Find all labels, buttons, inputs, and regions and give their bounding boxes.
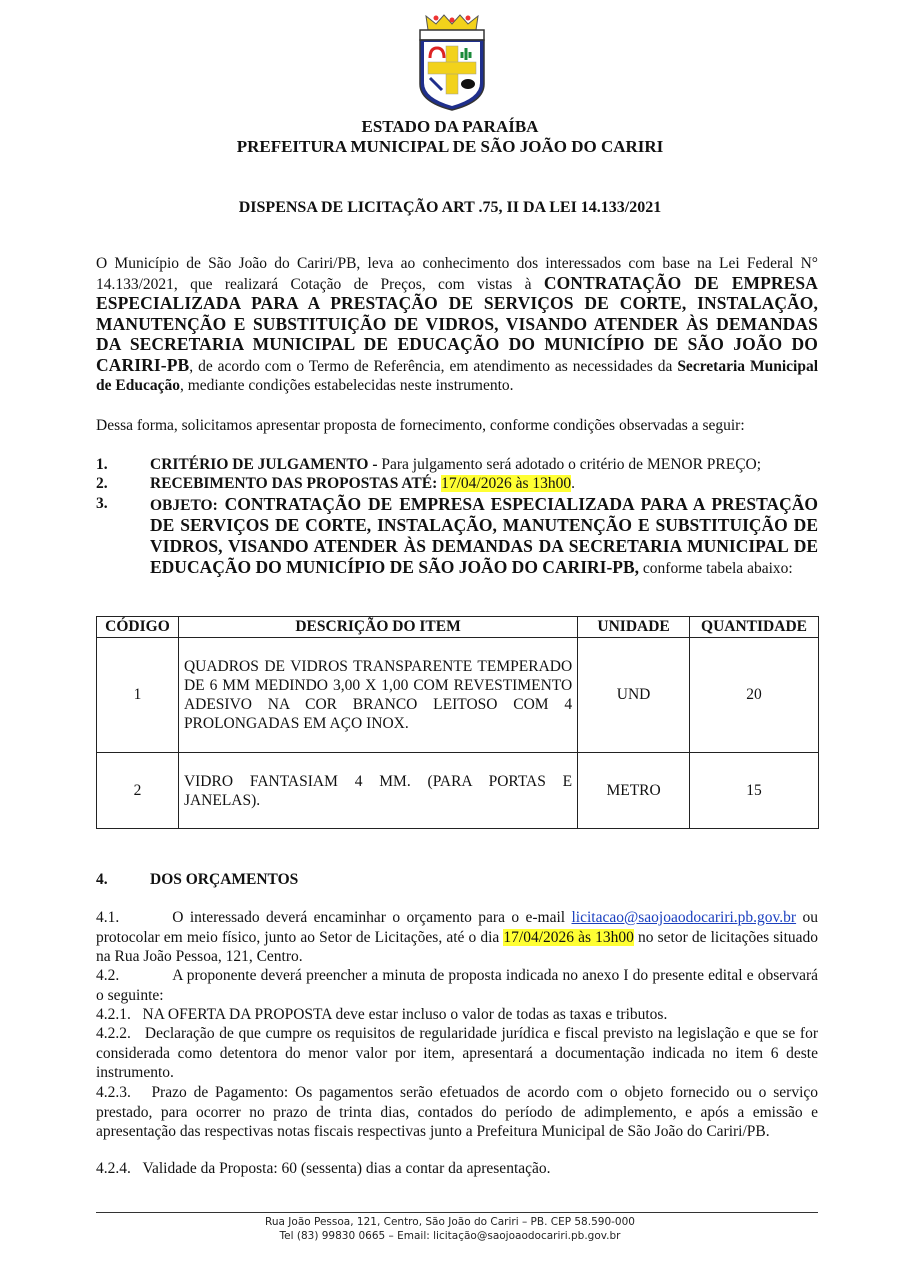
col-code: CÓDIGO: [97, 617, 179, 638]
intro-object: CONTRATAÇÃO DE EMPRESA ESPECIALIZADA PARA A PRESTAÇÃO DE SERVIÇOS DE CORTE, INSTALAÇÃO, MANUTENÇÃO E SUBSTITUIÇÃO DE VIDROS, VISANDO ATENDER ÀS DEMANDAS DA SECRETARIA MUNICIPAL DE EDUCAÇÃO DO MUNICÍPIO DE SÃO JOÃO DO CARIRI-PB: [96, 272, 818, 375]
cell-unit: UND: [578, 638, 690, 753]
cell-description: VIDRO FANTASIAM 4 MM. (PARA PORTAS E JANELAS).: [178, 753, 577, 829]
clause-4-1: 4.1. O interessado deverá encaminhar o orçamento para o e-mail licitacao@saojoaodocariri.pb.gov.br ou protocolar em meio físico, junto ao Setor de Licitações, até o dia 17/04/2026 às 13h00 no setor de licitações situado na Rua João Pessoa, 121, Centro.: [96, 909, 819, 965]
footer-address: Rua João Pessoa, 121, Centro, São João do Cariri – PB. CEP 58.590-000: [265, 1216, 635, 1228]
table-row: [97, 753, 819, 829]
section-4-heading: 4. DOS ORÇAMENTOS: [96, 871, 299, 888]
email-link[interactable]: licitacao@saojoaodocariri.pb.gov.br: [571, 909, 797, 926]
table-header-row: [97, 617, 819, 638]
clause-4-2-3: 4.2.3. Prazo de Pagamento: Os pagamentos serão efetuados de acordo com o objeto fornecido ou o serviço prestado, para ocorrer no prazo de trinta dias, contados do período de adimplemento, e após a emissão e apresentação das respectivas notas fiscais respectivas junto a Prefeitura Municipal de São João do Cariri/PB.: [96, 1084, 819, 1140]
clause-4-2-1: 4.2.1. NA OFERTA DA PROPOSTA deve estar incluso o valor de todas as taxas e tributos.: [96, 1006, 668, 1023]
intro-paragraph: O Município de São João do Cariri/PB, leva ao conhecimento dos interessados com base na Lei Federal N° 14.133/2021, que realizará Cotação de Preços, com vistas à CONTRATAÇÃO DE EMPRESA ESPECIALIZADA PARA A PRESTAÇÃO DE SERVIÇOS DE CORTE, INSTALAÇÃO, MANUTENÇÃO E SUBSTITUIÇÃO DE VIDROS, VISANDO ATENDER ÀS DEMANDAS DA SECRETARIA MUNICIPAL DE EDUCAÇÃO DO MUNICÍPIO DE SÃO JOÃO DO CARIRI-PB, de acordo com o Termo de Referência, em atendimento as necessidades da Secretaria Municipal de Educação, mediante condições estabelecidas neste instrumento.: [96, 255, 818, 394]
list-item-deadline: 2. RECEBIMENTO DAS PROPOSTAS ATÉ: 17/04/2026 às 13h00.: [96, 475, 576, 492]
footer-divider: [96, 1212, 818, 1213]
col-quantity: QUANTIDADE: [690, 617, 819, 638]
list-item-criteria: 1. CRITÉRIO DE JULGAMENTO - Para julgamento será adotado o critério de MENOR PREÇO;: [96, 456, 762, 473]
cell-description: QUADROS DE VIDROS TRANSPARENTE TEMPERADO DE 6 MM MEDINDO 3,00 X 1,00 COM REVESTIMENTO ADESIVO NA COR BRANCO LEITOSO COM 4 PROLONGADAS EM AÇO INOX.: [178, 638, 577, 753]
date-highlight: 17/04/2026 às 13h00: [503, 928, 634, 946]
cell-code: 2: [97, 753, 179, 829]
document-title: DISPENSA DE LICITAÇÃO ART .75, II DA LEI 14.133/2021: [238, 199, 662, 216]
col-unit: UNIDADE: [578, 617, 690, 638]
clause-4-2-2: 4.2.2. Declaração de que cumpre os requisitos de regularidade jurídica e fiscal previsto na legislação e que se for considerada como detentora do menor valor por item, apresentará a documentação indicada no item 6 deste instrumento.: [96, 1025, 819, 1081]
clause-4-2: 4.2. A proponente deverá preencher a minuta de proposta indicada no anexo I do presente edital e observará o seguinte:: [96, 967, 818, 1004]
items-table: [96, 616, 819, 829]
request-paragraph: Dessa forma, solicitamos apresentar proposta de fornecimento, conforme condições observadas a seguir:: [96, 417, 745, 434]
cell-quantity: 15: [690, 753, 819, 829]
cell-code: 1: [97, 638, 179, 753]
list-item-object: 3. OBJETO: CONTRATAÇÃO DE EMPRESA ESPECIALIZADA PARA A PRESTAÇÃO DE SERVIÇOS DE CORTE, INSTALAÇÃO, MANUTENÇÃO E SUBSTITUIÇÃO DE VIDROS, VISANDO ATENDER ÀS DEMANDAS DA SECRETARIA MUNICIPAL DE EDUCAÇÃO DO MUNICÍPIO DE SÃO JOÃO DO CARIRI-PB, conforme tabela abaixo:: [96, 494, 818, 577]
table-row: [97, 638, 819, 753]
municipal-coat-of-arms: [412, 12, 492, 112]
footer-contact: Tel (83) 99830 0665 – Email: licitação@saojoaodocariri.pb.gov.br: [279, 1230, 621, 1242]
state-heading: ESTADO DA PARAÍBA: [361, 117, 539, 136]
cell-unit: METRO: [578, 753, 690, 829]
deadline-highlight: 17/04/2026 às 13h00: [441, 475, 572, 492]
col-description: DESCRIÇÃO DO ITEM: [178, 617, 577, 638]
prefecture-heading: PREFEITURA MUNICIPAL DE SÃO JOÃO DO CARIRI: [236, 137, 664, 156]
cell-quantity: 20: [690, 638, 819, 753]
clause-4-2-4: 4.2.4. Validade da Proposta: 60 (sessenta) dias a contar da apresentação.: [96, 1160, 551, 1177]
